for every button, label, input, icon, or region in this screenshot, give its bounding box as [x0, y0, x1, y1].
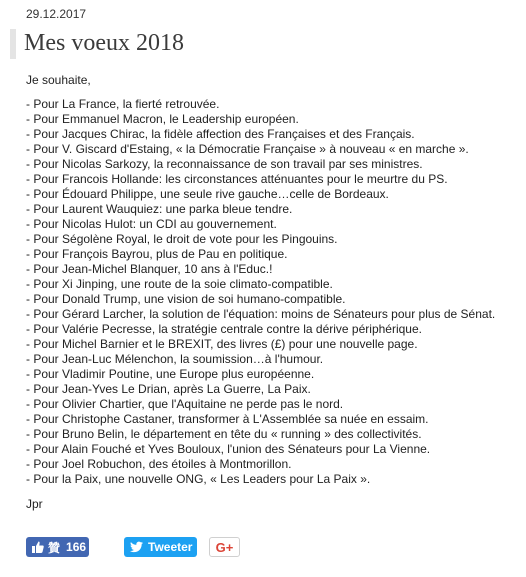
- wish-item: - Pour Jean-Luc Mélenchon, la soumission…à l'humour.: [26, 352, 324, 366]
- wish-list: [26, 97, 495, 487]
- wish-item: - Pour La France, la fierté retrouvée.: [26, 97, 220, 111]
- twitter-bird-icon: [130, 541, 143, 553]
- wish-item: - Pour Nicolas Sarkozy, la reconnaissance de son travail par ses ministres.: [26, 157, 423, 171]
- wish-item: - Pour V. Giscard d'Estaing, « la Démocratie Française » à nouveau « en marche ».: [26, 142, 469, 156]
- title-block: [10, 29, 520, 59]
- wish-item: - Pour Laurent Wauquiez: une parka bleue tendre.: [26, 202, 293, 216]
- wish-item: - Pour Jean-Yves Le Drian, après La Guerre, La Paix.: [26, 382, 311, 396]
- wish-item: - Pour Jacques Chirac, la fidèle affection des Françaises et des Français.: [26, 127, 415, 141]
- wish-item: - Pour Jean-Michel Blanquer, 10 ans à l'Educ.!: [26, 262, 273, 276]
- wish-item: - Pour Vladimir Poutine, une Europe plus européenne.: [26, 367, 315, 381]
- wish-item: - Pour Nicolas Hulot: un CDI au gouvernement.: [26, 217, 277, 231]
- wish-item: - Pour Bruno Belin, le département en tête du « running » des collectivités.: [26, 427, 422, 441]
- wish-item: - Pour Édouard Philippe, une seule rive gauche…celle de Bordeaux.: [26, 187, 389, 201]
- wish-item: - Pour Francois Hollande: les circonstances atténuantes pour le meurtre du PS.: [26, 172, 448, 186]
- facebook-like-count: 166: [66, 540, 87, 554]
- wish-item: - Pour Christophe Castaner, transformer à L'Assemblée sa nuée en essaim.: [26, 412, 429, 426]
- wish-item: - Pour la Paix, une nouvelle ONG, « Les Leaders pour La Paix ».: [26, 472, 371, 486]
- tweet-label: Tweeter: [148, 540, 193, 554]
- post-intro: Je souhaite,: [26, 73, 91, 87]
- thumbs-up-icon: [32, 541, 44, 553]
- wish-item: - Pour Michel Barnier et le BREXIT, des livres (£) pour une nouvelle page.: [26, 337, 418, 351]
- google-plus-button[interactable]: [209, 537, 240, 557]
- wish-item: - Pour Ségolène Royal, le droit de vote pour les Pingouins.: [26, 232, 338, 246]
- wish-item: - Pour Gérard Larcher, la solution de l'équation: moins de Sénateurs pour plus de Sénat.: [26, 307, 496, 321]
- facebook-like-label: 贊: [48, 540, 61, 555]
- post-title: Mes voeux 2018: [24, 30, 184, 56]
- wish-item: - Pour Valérie Pecresse, la stratégie centrale contre la dérive périphérique.: [26, 322, 422, 336]
- wish-item: - Pour Alain Fouché et Yves Bouloux, l'union des Sénateurs pour La Vienne.: [26, 442, 431, 456]
- wish-item: - Pour Joel Robuchon, des étoiles à Montmorillon.: [26, 457, 292, 471]
- facebook-like-button[interactable]: [26, 537, 89, 557]
- post-date: 29.12.2017: [26, 7, 87, 21]
- google-plus-label: G+: [215, 539, 234, 555]
- wish-item: - Pour Xi Jinping, une route de la soie climato-compatible.: [26, 277, 333, 291]
- wish-item: - Pour Olivier Chartier, que l'Aquitaine ne perde pas le nord.: [26, 397, 344, 411]
- wish-item: - Pour François Bayrou, plus de Pau en politique.: [26, 247, 288, 261]
- tweet-button[interactable]: [124, 537, 197, 557]
- wish-item: - Pour Emmanuel Macron, le Leadership européen.: [26, 112, 299, 126]
- post-signature: Jpr: [26, 497, 43, 511]
- wish-item: - Pour Donald Trump, une vision de soi humano-compatible.: [26, 292, 346, 306]
